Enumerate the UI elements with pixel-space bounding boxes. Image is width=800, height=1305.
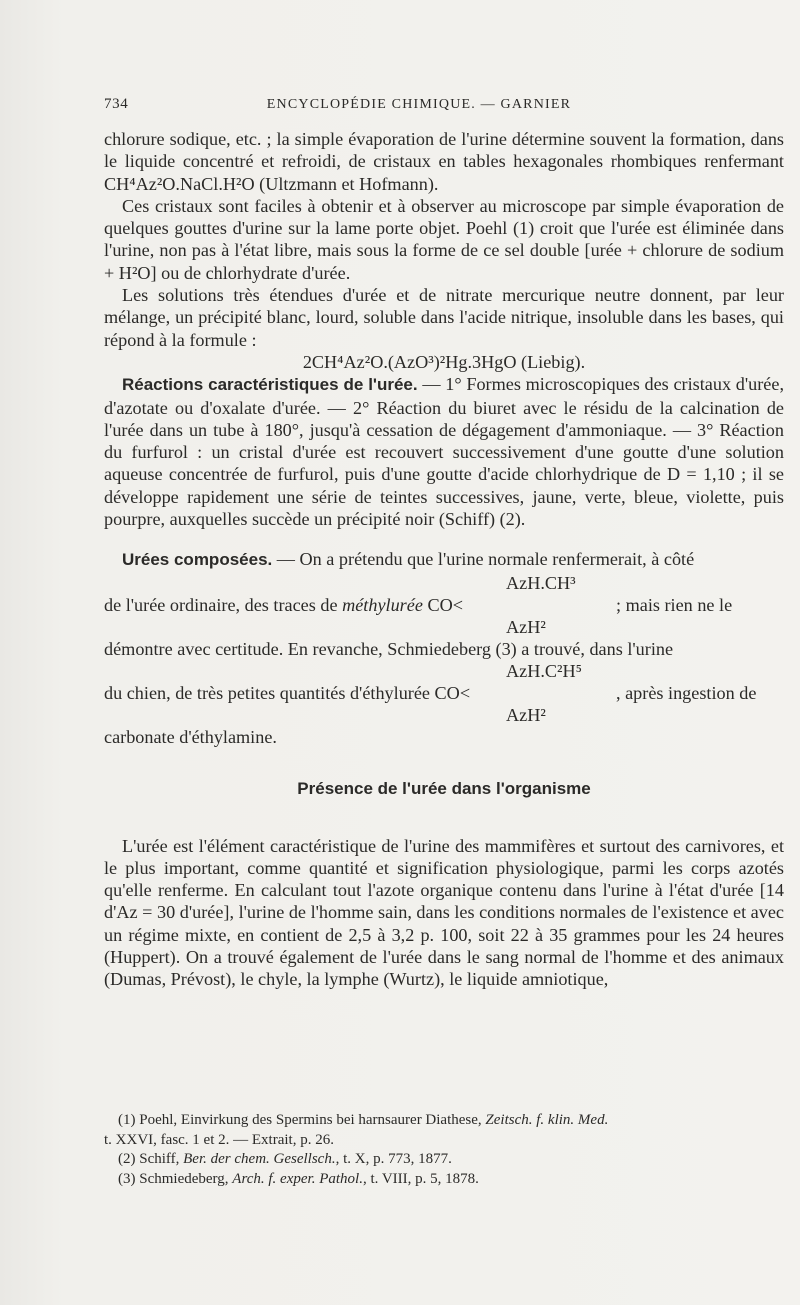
page-number: 734 [104, 96, 129, 112]
paragraph-cristaux: Ces cristaux sont faciles à obtenir et à observer au microscope par simple évaporation de quelques gouttes d'urine sur la lame porte objet. Poehl (1) croit que l'urée est éliminée dans l'urine, non pas à l'état libre, mais sous la forme de ce sel double [urée + chlorure de sodium + H²O] ou de chlorhydrate d'urée. [104, 195, 784, 283]
footnote-3-text: (3) Schmiedeberg, [118, 1170, 233, 1187]
footnote-2-text: (2) Schiff, [118, 1151, 184, 1167]
footnote-2 [104, 1150, 764, 1170]
footnote-1 [104, 1111, 764, 1131]
paragraph-urees-composees [104, 548, 784, 571]
running-title: ENCYCLOPÉDIE CHIMIQUE. — GARNIER [266, 97, 572, 112]
paragraph-reactions [104, 373, 784, 530]
paragraph-chlorure: chlorure sodique, etc. ; la simple évaporation de l'urine détermine souvent la formation, dans le liquide concentré et refroidi, de cristaux en tables hexagonales rhombiques renfermant CH⁴Az²O.NaCl.H²O (Ultzmann et Hofmann). [104, 129, 784, 194]
main-text [104, 128, 784, 991]
paragraph-urees-3: carbonate d'éthylamine. [104, 726, 277, 747]
footnote-1-journal: Zeitsch. f. klin. Med. [485, 1112, 609, 1128]
footnote-3 [104, 1170, 764, 1190]
running-header [104, 96, 694, 113]
footnotes [104, 1111, 764, 1189]
methylurea-formula-line: de l'urée ordinaire, des traces de méthylurée CO< AzH.CH³ AzH² ; mais rien ne le [104, 572, 733, 637]
liebig-formula: 2CH⁴Az²O.(AzO³)²Hg.3HgO (Liebig). [302, 351, 586, 372]
footnote-3-journal: Arch. f. exper. Pathol. [232, 1170, 363, 1187]
chem1-lower-group: AzH² [506, 616, 546, 637]
urees-title: Urées composées. [122, 550, 273, 570]
chem2-upper-group: AzH.C²H⁵ [506, 660, 582, 681]
paragraph-urees-2: démontre avec certitude. En revanche, Schmiedeberg (3) a trouvé, dans l'urine [104, 638, 674, 659]
chem1-co: CO [422, 594, 453, 615]
section-heading: Présence de l'urée dans l'organisme [297, 779, 591, 799]
chem2-lower-group: AzH² [506, 704, 546, 725]
footnote-2-ref: , t. X, p. 773, 1877. [335, 1151, 452, 1167]
paragraph-solutions: Les solutions très étendues d'urée et de nitrate mercurique neutre donnent, par leur mélange, un précipité blanc, lourd, soluble dans l'acide nitrique, insoluble dans les bases, qui répond à la formule : [104, 285, 784, 350]
ethylurea-formula-line: du chien, de très petites quantités d'éthylurée CO< AzH.C²H⁵ AzH² , après ingestion de [104, 660, 757, 725]
methylurea-name: méthylurée [342, 594, 423, 615]
footnote-1-text: (1) Poehl, Einvirkung des Spermins bei harnsaurer Diathese, [118, 1112, 486, 1128]
footnote-3-ref: , t. VIII, p. 5, 1878. [362, 1170, 479, 1187]
footnote-2-journal: Ber. der chem. Gesellsch. [183, 1151, 336, 1167]
chem1-right-text: ; mais rien ne le [616, 594, 733, 615]
urees-text: — On a prétendu que l'urine normale renfermerait, à côté [272, 549, 695, 570]
reactions-text: — 1° Formes microscopiques des cristaux d'urée, d'azotate ou d'oxalate d'urée. — 2° Réaction du biuret avec le résidu de la calcination de l'urée dans un tube à 180°, jusqu'à cessation de dégagement d'ammoniaque. — 3° Réaction du furfurol : un cristal d'urée est recouvert successivement d'une goutte d'une solution aqueuse concentrée de furfurol, puis d'une goutte d'acide chlorhydrique de D = 1,10 ; il se développe rapidement une série de teintes successives, jaune, verte, bleue, violette, puis pourpre, auxquelles succède un précipité noir (Schiff) (2). [104, 374, 784, 530]
chem2-right-text: , après ingestion de [616, 682, 757, 703]
paragraph-presence: L'urée est l'élément caractéristique de l'urine des mammifères et surtout des carnivores, et le plus important, comme quantité et signification physiologique, parmi les corps azotés qu'elle renferme. En calculant tout l'azote organique contenu dans l'urine à l'état d'urée [14 d'Az = 30 d'urée], l'urine de l'homme sain, dans les conditions normales de l'existence et avec un régime mixte, en contient de 2,5 à 3,2 p. 100, soit 22 à 35 grammes pour les 24 heures (Huppert). On a trouvé également de l'urée dans le sang normal de l'homme et des animaux (Dumas, Prévost), le chyle, la lymphe (Wurtz), le liquide amniotique, [104, 835, 784, 990]
reactions-title: Réactions caractéristiques de l'urée. [122, 375, 418, 395]
chem2-left-text: du chien, de très petites quantités d'éthylurée CO [104, 682, 460, 703]
chem1-left-text: de l'urée ordinaire, des traces de [104, 594, 343, 615]
chem1-upper-group: AzH.CH³ [506, 572, 576, 593]
footnote-1-cont: t. XXVI, fasc. 1 et 2. — Extrait, p. 26. [104, 1131, 334, 1148]
